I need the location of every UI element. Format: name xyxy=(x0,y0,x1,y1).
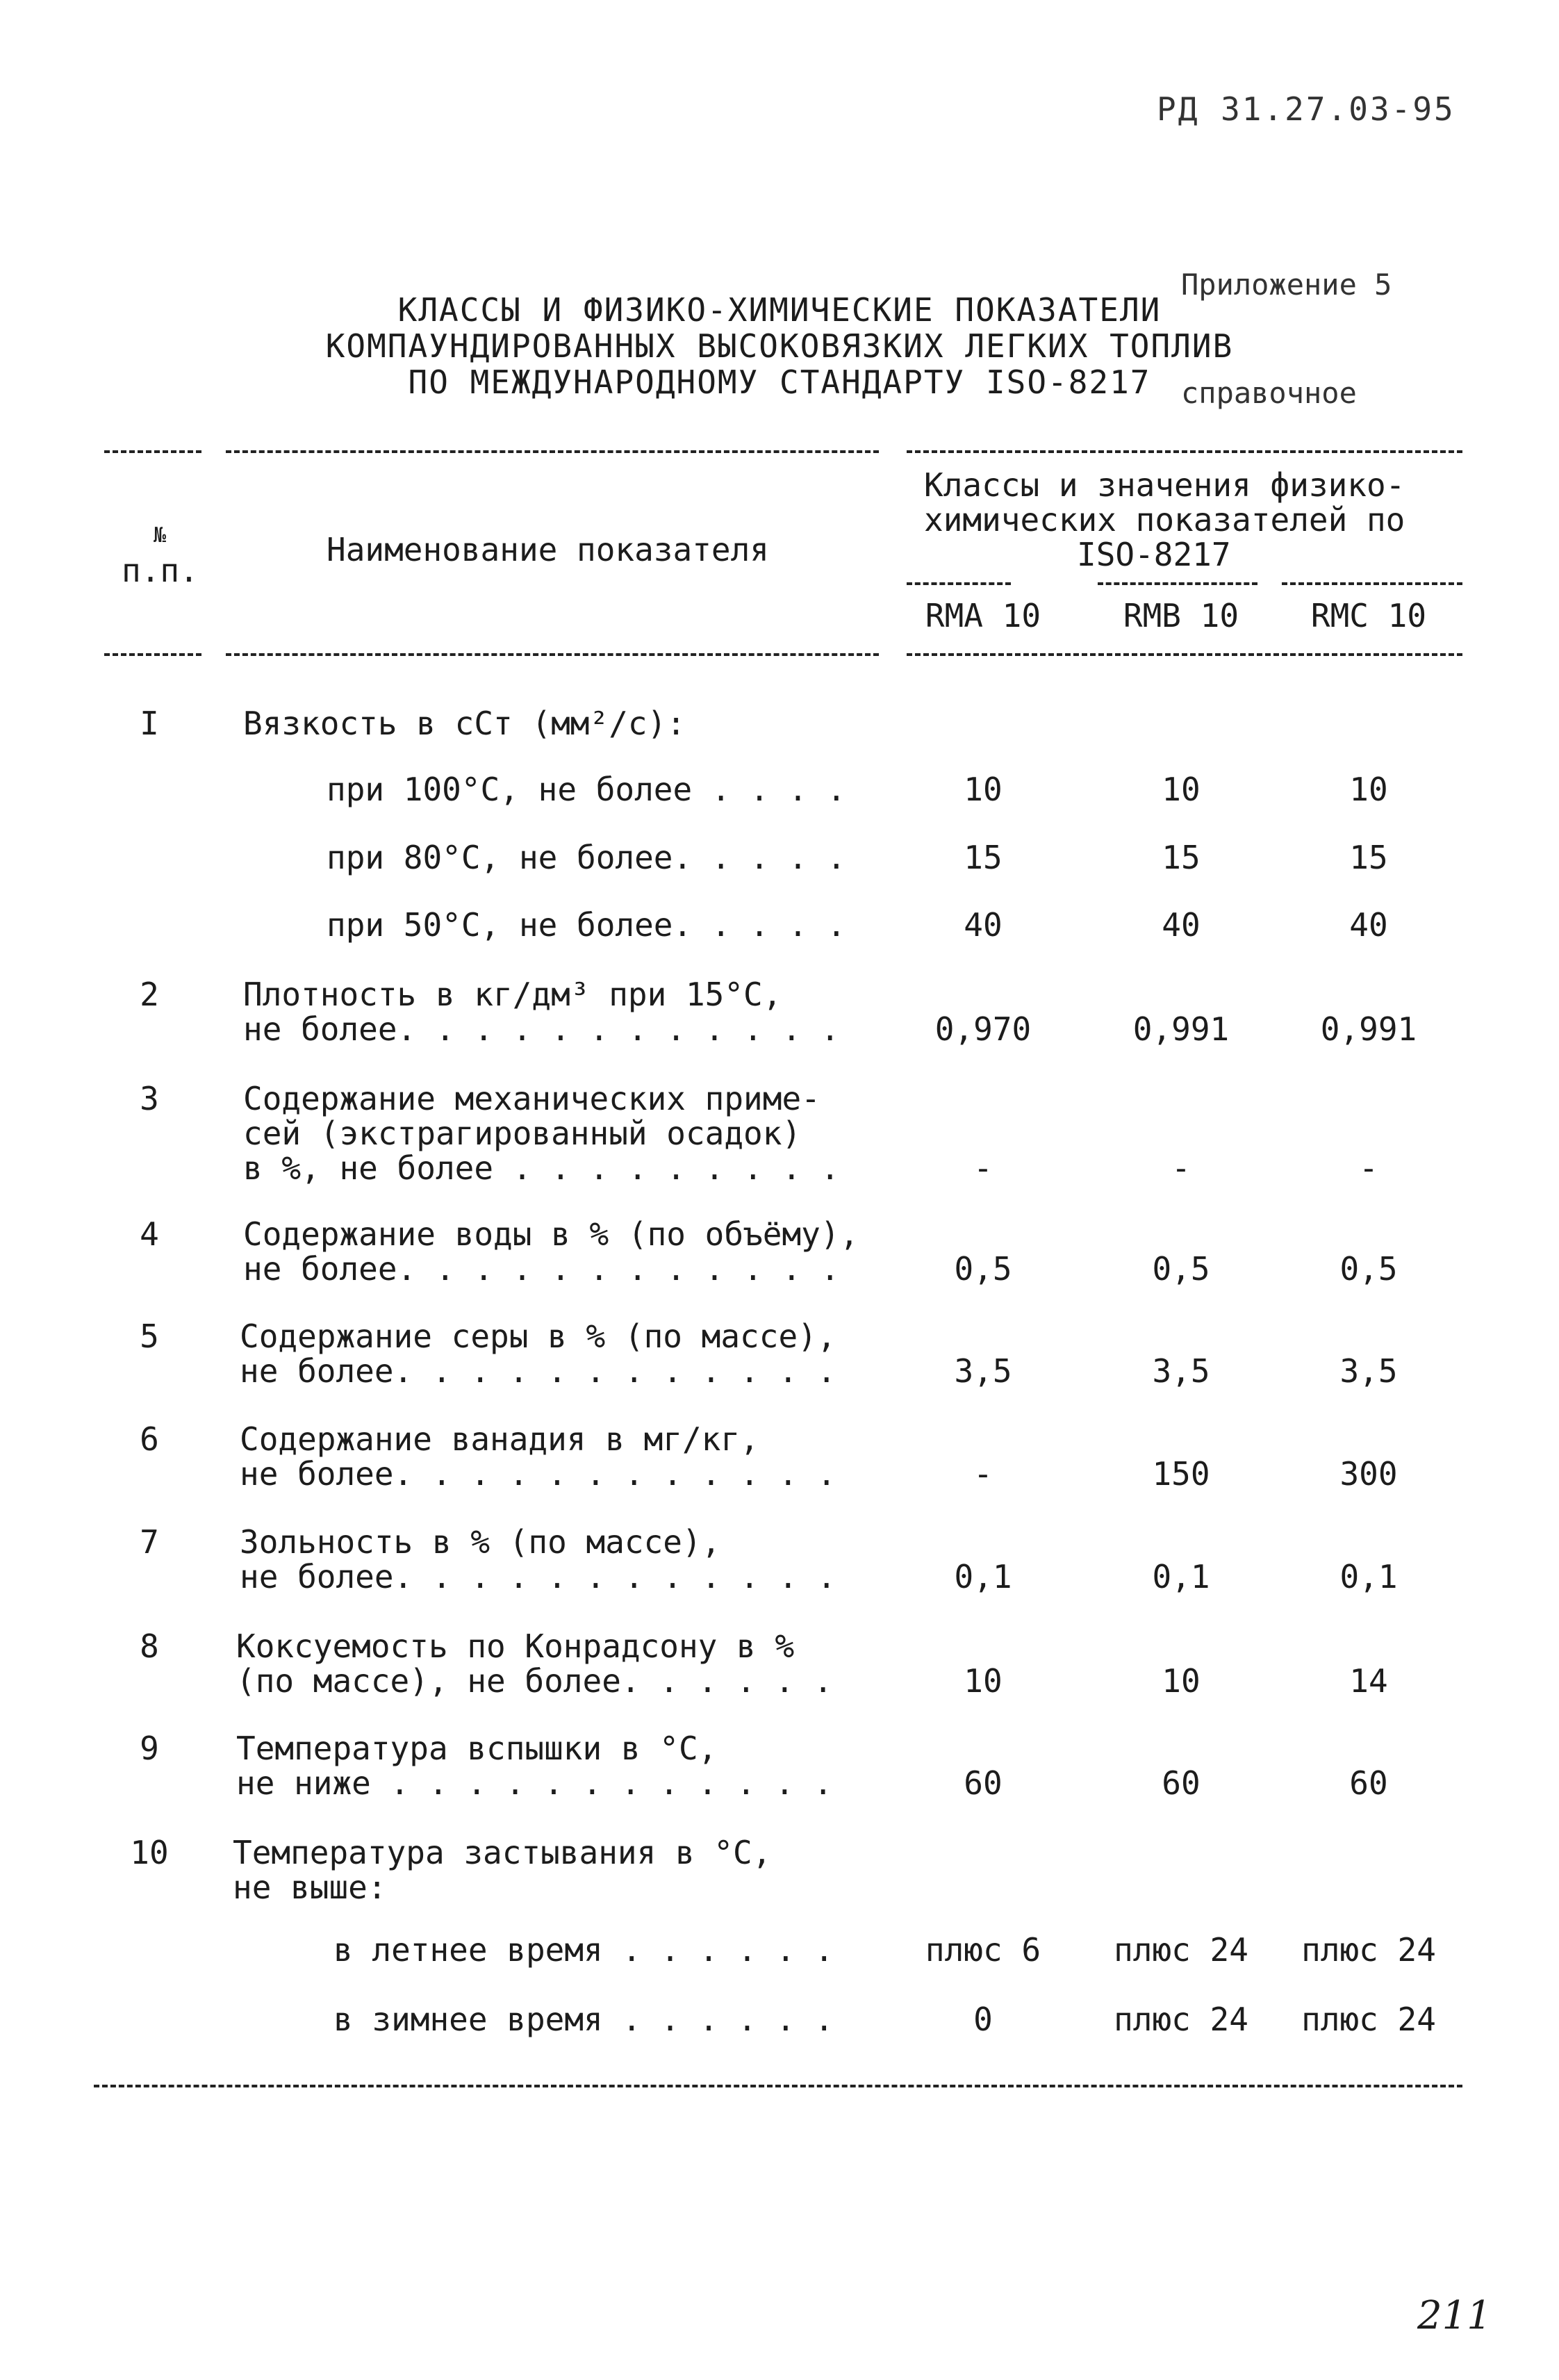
row-name: Вязкость в сСт (мм²/с): xyxy=(243,705,686,742)
table-rule-top-a xyxy=(104,450,201,453)
row-number: I xyxy=(140,705,159,742)
value-cell: 10 xyxy=(964,1662,1003,1700)
table-rule-header-b xyxy=(226,653,879,656)
row-number: 2 xyxy=(140,976,159,1013)
table-rule-header-a xyxy=(104,653,201,656)
value-cell: плюс 6 xyxy=(925,1931,1041,1969)
row-number: 5 xyxy=(140,1318,159,1355)
appendix-line-2: справочное xyxy=(1181,376,1357,410)
value-cell: 15 xyxy=(964,839,1003,876)
row-number: 6 xyxy=(140,1420,159,1458)
table-rule-top-c xyxy=(907,450,1462,453)
value-cell: 10 xyxy=(964,771,1003,808)
table-rule-header-c xyxy=(907,653,1462,656)
row-name-continued: не более. . . . . . . . . . . . xyxy=(240,1352,836,1390)
column-group-header-line-1: Классы и значения физико- xyxy=(924,466,1405,504)
value-cell: 300 xyxy=(1339,1455,1398,1493)
row-name: Температура застывания в °С, xyxy=(233,1834,772,1871)
value-cell: 40 xyxy=(964,906,1003,944)
row-number: 3 xyxy=(140,1080,159,1117)
value-cell: 10 xyxy=(1162,771,1201,808)
value-cell: - xyxy=(1359,1149,1378,1187)
value-cell: 40 xyxy=(1349,906,1388,944)
document-code: РД 31.27.03-95 xyxy=(1157,90,1455,128)
row-name: в зимнее время . . . . . . xyxy=(333,2001,834,2038)
value-cell: 10 xyxy=(1162,1662,1201,1700)
column-number-symbol: № xyxy=(153,523,167,548)
value-cell: 0,991 xyxy=(1320,1010,1417,1048)
row-name-continued: не более. . . . . . . . . . . . xyxy=(240,1558,836,1595)
row-name: Содержание ванадия в мг/кг, xyxy=(240,1420,759,1458)
appendix-line-1: Приложение 5 xyxy=(1181,268,1392,302)
value-cell: 14 xyxy=(1349,1662,1388,1700)
value-cell: 0,991 xyxy=(1132,1010,1230,1048)
row-number: 7 xyxy=(140,1523,159,1561)
page-number-handwritten: 211 xyxy=(1417,2293,1492,2338)
value-cell: 3,5 xyxy=(1339,1352,1398,1390)
row-name-continued: не выше: xyxy=(233,1869,387,1906)
value-cell: 60 xyxy=(1162,1764,1201,1802)
value-cell: 0,1 xyxy=(1339,1558,1398,1595)
row-name-continued: не ниже . . . . . . . . . . . . xyxy=(236,1764,833,1802)
value-cell: - xyxy=(973,1455,993,1493)
value-cell: 3,5 xyxy=(1152,1352,1210,1390)
row-name-continued: сей (экстрагированный осадок) xyxy=(243,1115,802,1152)
value-cell: 60 xyxy=(1349,1764,1388,1802)
title-line-3: ПО МЕЖДУНАРОДНОМУ СТАНДАРТУ ISO-8217 xyxy=(408,363,1151,401)
row-number: 8 xyxy=(140,1627,159,1665)
row-name: Температура вспышки в °С, xyxy=(236,1730,718,1767)
class-rule-a xyxy=(907,582,1011,585)
value-cell: 3,5 xyxy=(954,1352,1012,1390)
column-group-header-line-3: ISO-8217 xyxy=(1077,536,1231,573)
title-line-2: КОМПАУНДИРОВАННЫХ ВЫСОКОВЯЗКИХ ЛЕГКИХ ТОПЛИВ xyxy=(325,327,1234,365)
row-name: при 50°С, не более. . . . . xyxy=(327,906,846,944)
value-cell: 0,1 xyxy=(1152,1558,1210,1595)
row-name: при 80°С, не более. . . . . xyxy=(327,839,846,876)
row-name: Зольность в % (по массе), xyxy=(240,1523,721,1561)
row-name: в летнее время . . . . . . xyxy=(333,1931,834,1969)
value-cell: 0,5 xyxy=(954,1250,1012,1288)
value-cell: плюс 24 xyxy=(1114,1931,1248,1969)
value-cell: 10 xyxy=(1349,771,1388,808)
value-cell: плюс 24 xyxy=(1301,1931,1436,1969)
value-cell: - xyxy=(973,1149,993,1187)
value-cell: 0,970 xyxy=(934,1010,1032,1048)
column-number-header: п.п. xyxy=(122,552,199,589)
row-name-continued: не более. . . . . . . . . . . . xyxy=(240,1455,836,1493)
title-line-1: КЛАССЫ И ФИЗИКО-ХИМИЧЕСКИЕ ПОКАЗАТЕЛИ xyxy=(397,291,1162,329)
class-header-rma10: RMA 10 xyxy=(925,597,1041,634)
row-name-continued: (по массе), не более. . . . . . xyxy=(236,1662,833,1700)
row-name-continued: не более. . . . . . . . . . . . xyxy=(243,1250,840,1288)
table-rule-bottom xyxy=(94,2085,1462,2087)
class-header-rmc10: RMC 10 xyxy=(1310,597,1427,634)
row-name: Содержание серы в % (по массе), xyxy=(240,1318,836,1355)
value-cell: 150 xyxy=(1152,1455,1210,1493)
row-number: 4 xyxy=(140,1215,159,1253)
row-number: 10 xyxy=(130,1834,169,1871)
column-group-header-line-2: химических показателей по xyxy=(924,501,1405,539)
value-cell: плюс 24 xyxy=(1301,2001,1436,2038)
row-name-continued: в %, не более . . . . . . . . . xyxy=(243,1149,840,1187)
row-number: 9 xyxy=(140,1730,159,1767)
row-name: при 100°С, не более . . . . xyxy=(327,771,846,808)
value-cell: 0,5 xyxy=(1339,1250,1398,1288)
value-cell: 15 xyxy=(1349,839,1388,876)
value-cell: 0,5 xyxy=(1152,1250,1210,1288)
column-name-header: Наименование показателя xyxy=(327,531,769,568)
row-name-continued: не более. . . . . . . . . . . . xyxy=(243,1010,840,1048)
row-name: Содержание воды в % (по объёму), xyxy=(243,1215,859,1253)
value-cell: 15 xyxy=(1162,839,1201,876)
class-rule-b xyxy=(1098,582,1257,585)
value-cell: 40 xyxy=(1162,906,1201,944)
class-header-rmb10: RMB 10 xyxy=(1123,597,1239,634)
class-rule-c xyxy=(1282,582,1462,585)
value-cell: 0,1 xyxy=(954,1558,1012,1595)
value-cell: - xyxy=(1171,1149,1191,1187)
value-cell: 60 xyxy=(964,1764,1003,1802)
row-name: Содержание механических приме- xyxy=(243,1080,820,1117)
value-cell: 0 xyxy=(973,2001,993,2038)
row-name: Коксуемость по Конрадсону в % xyxy=(236,1627,795,1665)
table-rule-top-b xyxy=(226,450,879,453)
row-name: Плотность в кг/дм³ при 15°С, xyxy=(243,976,782,1013)
value-cell: плюс 24 xyxy=(1114,2001,1248,2038)
